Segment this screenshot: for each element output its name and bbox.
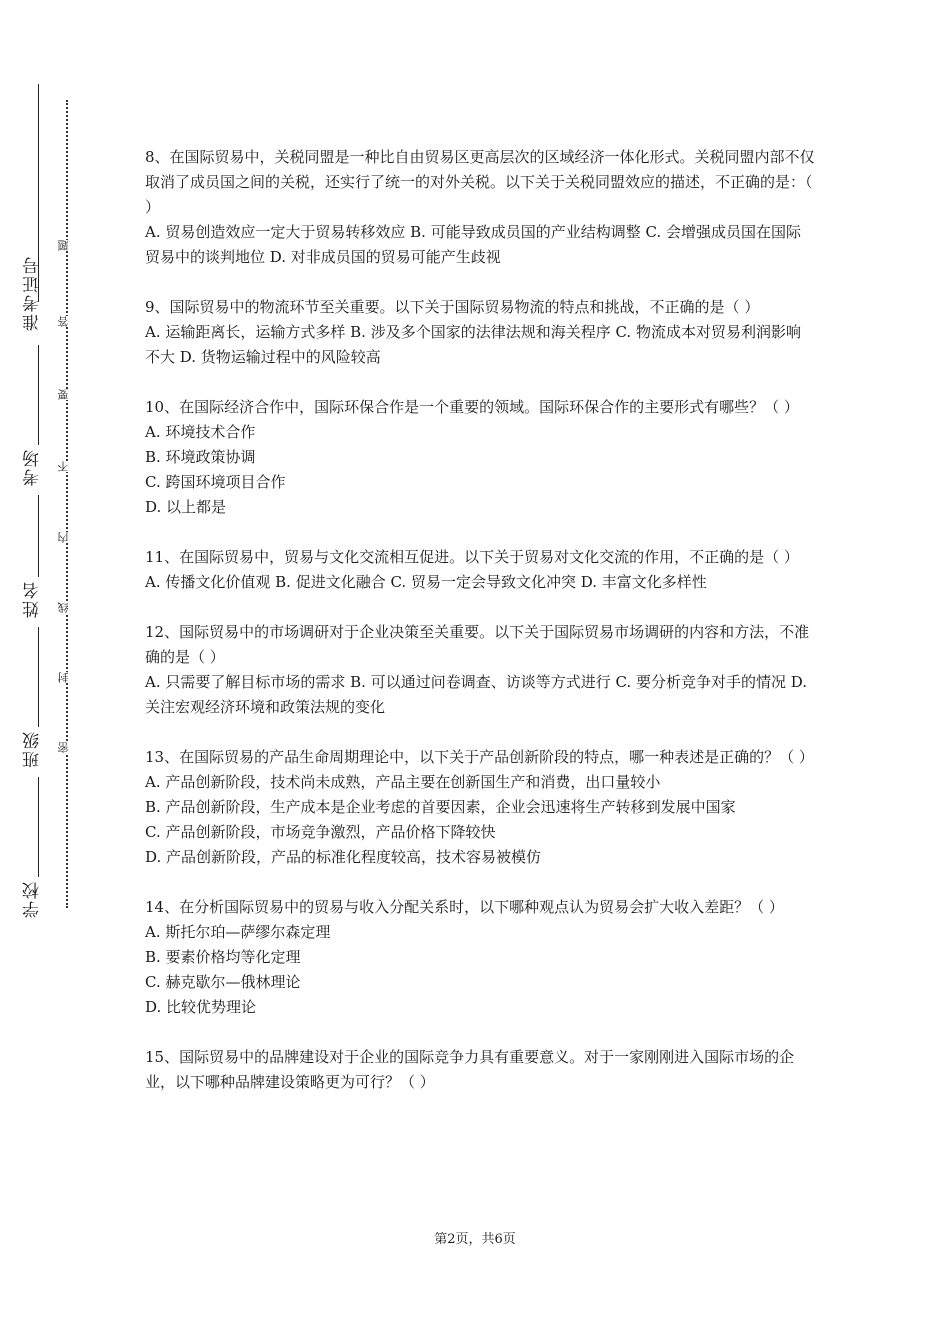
field-label: 准考证号 [22,255,43,331]
question-9 [145,295,815,370]
option-d: D. 产品创新阶段，产品的标准化程度较高，技术容易被模仿 [145,848,542,866]
option-c: C. 跨国环境项目合作 [145,473,286,491]
field-line [38,777,39,877]
seal-char: 答 [58,316,76,327]
field-exam-room [18,448,48,486]
seal-char: 线 [58,602,76,613]
option-c: C. 赫克歇尔—俄林理论 [145,973,301,991]
field-label: 考场 [22,448,43,486]
question-options: A. 只需要了解目标市场的需求 B. 可以通过问卷调查、访谈等方式进行 C. 要分析竞争对手的情况 D. 关注宏观经济环境和政策法规的变化 [145,673,807,716]
question-stem: 8、在国际贸易中，关税同盟是一种比自由贸易区更高层次的区域经济一体化形式。关税同盟内部不仅取消了成员国之间的关税，还实行了统一的对外关税。以下关于关税同盟效应的描述，不正确的是：（ ） [145,148,815,216]
option-a: A. 产品创新阶段，技术尚未成熟，产品主要在创新国生产和消费，出口量较小 [145,773,661,791]
seal-dotted-line [66,100,68,908]
field-line [38,345,39,445]
option-d: D. 以上都是 [145,498,227,516]
option-a: A. 环境技术合作 [145,423,256,441]
question-12 [145,620,815,720]
question-list [145,145,815,1120]
question-stem: 13、在国际贸易的产品生命周期理论中，以下关于产品创新阶段的特点，哪一种表述是正确的？（ ） [145,748,814,766]
option-c: C. 产品创新阶段，市场竞争激烈，产品价格下降较快 [145,823,496,841]
question-10 [145,395,815,520]
seal-char: 封 [58,672,76,683]
question-options: A. 贸易创造效应一定大于贸易转移效应 B. 可能导致成员国的产业结构调整 C. 会增强成员国在国际贸易中的谈判地位 D. 对非成员国的贸易可能产生歧视 [145,223,801,266]
seal-char: 密 [58,742,76,753]
field-exam-number [18,255,48,331]
option-b: B. 环境政策协调 [145,448,256,466]
page-footer: 第2页，共6页 [434,1232,516,1247]
field-class [18,730,48,768]
question-stem: 11、在国际贸易中，贸易与文化交流相互促进。以下关于贸易对文化交流的作用，不正确的是（ ） [145,548,799,566]
option-b: B. 要素价格均等化定理 [145,948,301,966]
option-d: D. 比较优势理论 [145,998,257,1016]
field-label: 学校 [22,880,43,918]
option-b: B. 产品创新阶段，生产成本是企业考虑的首要因素，企业会迅速将生产转移到发展中国家 [145,798,736,816]
seal-char: 题 [58,240,76,251]
question-8 [145,145,815,270]
seal-char: 内 [58,532,76,543]
field-school [18,880,48,918]
question-stem: 14、在分析国际贸易中的贸易与收入分配关系时，以下哪种观点认为贸易会扩大收入差距？（ ） [145,898,784,916]
question-11 [145,545,815,595]
field-label: 姓名 [22,580,43,618]
question-stem: 10、在国际经济合作中，国际环保合作是一个重要的领域。国际环保合作的主要形式有哪些？（ ） [145,398,799,416]
question-13 [145,745,815,870]
question-stem: 9、国际贸易中的物流环节至关重要。以下关于国际贸易物流的特点和挑战，不正确的是（ ） [145,298,760,316]
field-label: 班级 [22,730,43,768]
field-name [18,580,48,618]
question-stem: 15、国际贸易中的品牌建设对于企业的国际竞争力具有重要意义。对于一家刚刚进入国际市场的企业，以下哪种品牌建设策略更为可行？（ ） [145,1048,795,1091]
option-a: A. 斯托尔珀—萨缪尔森定理 [145,923,331,941]
seal-char: 不 [58,461,76,472]
question-14 [145,895,815,1020]
question-options: A. 传播文化价值观 B. 促进文化融合 C. 贸易一定会导致文化冲突 D. 丰富文化多样性 [145,573,707,591]
field-line [38,627,39,727]
field-line [38,495,39,577]
seal-char: 要 [58,389,76,400]
question-15 [145,1045,815,1095]
question-options: A. 运输距离长，运输方式多样 B. 涉及多个国家的法律法规和海关程序 C. 物流成本对贸易利润影响不大 D. 货物运输过程中的风险较高 [145,323,801,366]
question-stem: 12、国际贸易中的市场调研对于企业决策至关重要。以下关于国际贸易市场调研的内容和方法，不准确的是（ ） [145,623,810,666]
